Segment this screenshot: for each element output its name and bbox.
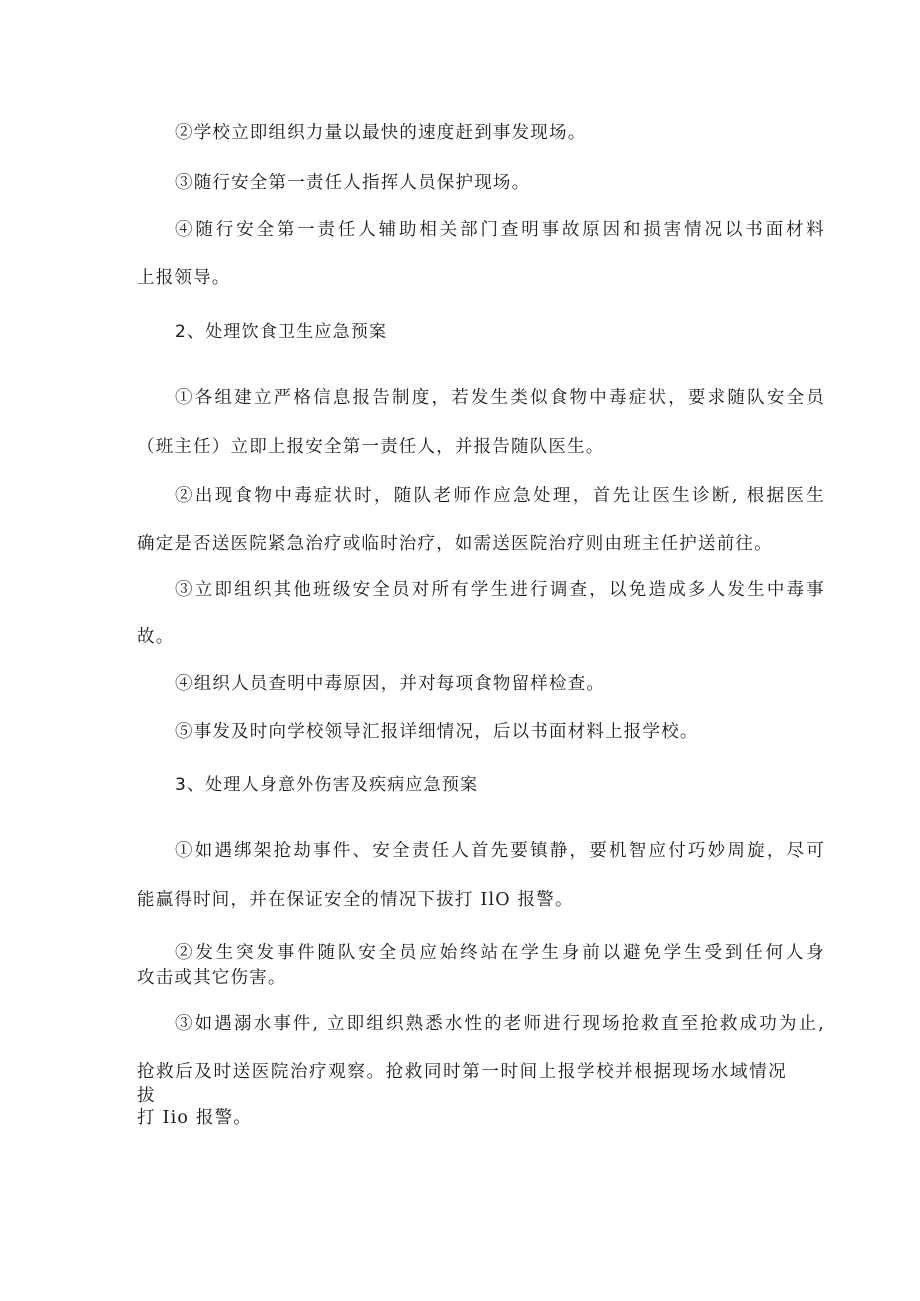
paragraph-line: ②出现食物中毒症状时，随队老师作应急处理，首先让医生诊断, 根据医生: [175, 486, 825, 506]
paragraph-line: 故。: [137, 627, 175, 647]
paragraph-line: ①如遇绑架抢劫事件、安全责任人首先要镇静，要机智应付巧妙周旋，尽可: [175, 841, 825, 861]
paragraph-line: ⑤事发及时向学校领导汇报详细情况，后以书面材料上报学校。: [175, 722, 699, 742]
paragraph-line: 攻击或其它伤害。: [137, 968, 287, 988]
paragraph-line: 上报领导。: [137, 268, 231, 288]
paragraph-line: ③随行安全第一责任人指挥人员保护现场。: [175, 173, 531, 193]
section-heading: 2、处理饮食卫生应急预案: [175, 322, 388, 342]
paragraph-line: 能赢得时间，并在保证安全的情况下拔打 IlO 报警。: [137, 890, 574, 910]
paragraph-line: ④组织人员查明中毒原因，并对每项食物留样检查。: [175, 674, 606, 694]
paragraph-line: ③立即组织其他班级安全员对所有学生进行调查，以免造成多人发生中毒事: [175, 580, 825, 600]
paragraph-line: ①各组建立严格信息报告制度，若发生类似食物中毒症状，要求随队安全员: [175, 388, 825, 408]
paragraph-line: 打 Iio 报警。: [137, 1108, 252, 1128]
paragraph-line: 确定是否送医院紧急治疗或临时治疗，如需送医院治疗则由班主任护送前往。: [137, 534, 773, 554]
paragraph-line: ②发生突发事件随队安全员应始终站在学生身前以避免学生受到任何人身: [175, 943, 825, 963]
paragraph-line: ③如遇溺水事件, 立即组织熟悉水性的老师进行现场抢救直至抢救成功为止,: [175, 1014, 825, 1034]
paragraph-line: 抢救后及时送医院治疗观察。抢救同时第一时间上报学校并根据现场水域情况拔: [137, 1062, 787, 1106]
section-heading: 3、处理人身意外伤害及疾病应急预案: [175, 775, 479, 795]
paragraph-line: ④随行安全第一责任人辅助相关部门查明事故原因和损害情况以书面材料: [175, 220, 825, 240]
paragraph-line: （班主任）立即上报安全第一责任人，并报告随队医生。: [137, 437, 605, 457]
paragraph-line: ②学校立即组织力量以最快的速度赶到事发现场。: [175, 123, 587, 143]
